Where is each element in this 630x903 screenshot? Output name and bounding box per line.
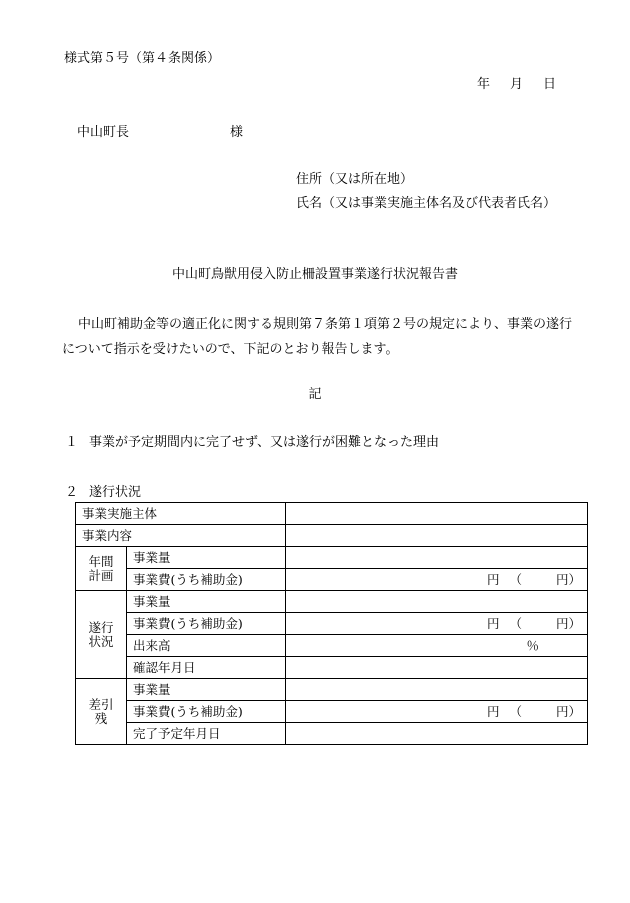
annual-plan-head: 年間 計画 bbox=[76, 547, 127, 591]
date-day: 日 bbox=[543, 77, 557, 92]
date-month: 月 bbox=[510, 77, 524, 92]
progress-confirm-date-value[interactable] bbox=[286, 657, 588, 679]
progress-table bbox=[75, 502, 588, 745]
ki-heading: 記 bbox=[308, 387, 322, 402]
progress-confirm-date-label: 確認年月日 bbox=[127, 657, 286, 679]
table-row bbox=[76, 701, 588, 723]
progress-head: 遂行 状況 bbox=[76, 591, 127, 679]
honorific: 様 bbox=[230, 125, 244, 140]
table-row bbox=[76, 547, 588, 569]
name-label: 氏名（又は事業実施主体名及び代表者氏名） bbox=[296, 196, 557, 211]
document-title: 中山町鳥獣用侵入防止柵設置事業遂行状況報告書 bbox=[171, 267, 458, 282]
item-2-text: 遂行状況 bbox=[89, 485, 142, 500]
progress-volume-label: 事業量 bbox=[127, 591, 286, 613]
remainder-volume-value[interactable] bbox=[286, 679, 588, 701]
table-row bbox=[76, 657, 588, 679]
table-row bbox=[76, 525, 588, 547]
annual-cost-label: 事業費(うち補助金) bbox=[127, 569, 286, 591]
body-text-line1: 中山町補助金等の適正化に関する規則第７条第１項第２号の規定により、事業の遂行 bbox=[78, 317, 573, 332]
content-value[interactable] bbox=[286, 525, 588, 547]
table-row bbox=[76, 613, 588, 635]
annual-volume-value[interactable] bbox=[286, 547, 588, 569]
annual-cost-value[interactable]: 円 （ 円） bbox=[286, 569, 588, 591]
date-line bbox=[477, 78, 576, 91]
form-number: 様式第５号（第４条関係） bbox=[64, 51, 221, 66]
table-row bbox=[76, 723, 588, 745]
item-1-number: １ bbox=[65, 435, 79, 450]
table-row bbox=[76, 679, 588, 701]
remainder-cost-value[interactable]: 円 （ 円） bbox=[286, 701, 588, 723]
entity-value[interactable] bbox=[286, 503, 588, 525]
address-label: 住所（又は所在地） bbox=[296, 172, 414, 187]
entity-label: 事業実施主体 bbox=[76, 503, 286, 525]
progress-output-label: 出来高 bbox=[127, 635, 286, 657]
item-1-text: 事業が予定期間内に完了せず、又は遂行が困難となった理由 bbox=[89, 435, 439, 450]
addressee: 中山町長 bbox=[77, 125, 130, 140]
remainder-head: 差引 残 bbox=[76, 679, 127, 745]
remainder-complete-date-value[interactable] bbox=[286, 723, 588, 745]
table-row bbox=[76, 591, 588, 613]
progress-output-value[interactable]: ％ bbox=[286, 635, 588, 657]
annual-volume-label: 事業量 bbox=[127, 547, 286, 569]
content-label: 事業内容 bbox=[76, 525, 286, 547]
date-year: 年 bbox=[477, 77, 491, 92]
table-row bbox=[76, 569, 588, 591]
table-row bbox=[76, 503, 588, 525]
progress-cost-label: 事業費(うち補助金) bbox=[127, 613, 286, 635]
item-2-number: ２ bbox=[65, 485, 79, 500]
table-row bbox=[76, 635, 588, 657]
progress-cost-value[interactable]: 円 （ 円） bbox=[286, 613, 588, 635]
item-1 bbox=[65, 436, 439, 449]
progress-volume-value[interactable] bbox=[286, 591, 588, 613]
remainder-cost-label: 事業費(うち補助金) bbox=[127, 701, 286, 723]
body-text-line2: について指示を受けたいので、下記のとおり報告します。 bbox=[62, 342, 399, 357]
item-2 bbox=[65, 486, 141, 499]
remainder-volume-label: 事業量 bbox=[127, 679, 286, 701]
remainder-complete-date-label: 完了予定年月日 bbox=[127, 723, 286, 745]
